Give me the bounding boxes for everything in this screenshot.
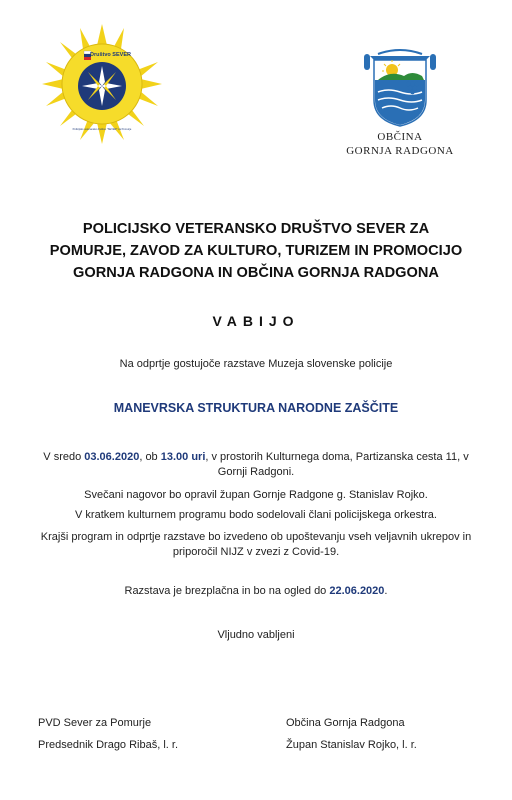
badge-text: Društvo SEVER xyxy=(90,52,131,58)
right-signature-org: Občina Gornja Radgona xyxy=(286,717,405,729)
details-paragraph-program: V kratkem kulturnem programu bodo sodelovali člani policijskega orkestra. xyxy=(75,509,437,521)
exhibit-end-date: 22.06.2020 xyxy=(329,585,385,597)
details-paragraph-date xyxy=(40,450,472,480)
heading-line-1: POLICIJSKO VETERANSKO DRUŠTVO SEVER ZA xyxy=(82,221,430,237)
left-signature-org: PVD Sever za Pomurje xyxy=(38,717,152,729)
details-paragraph-speech: Svečani nagovor bo opravil župan Gornje Radgone g. Stanislav Rojko. xyxy=(84,489,428,501)
details-paragraph-measures: Krajši program in odprtje razstave bo izvedeno ob upoštevanju vseh veljavnih ukrepov in priporočil NIJZ v zvezi z Covid-19. xyxy=(40,531,472,558)
details-p1-c: , v prostorih Kulturnega doma, Partizanska cesta 11, v Gornji Radgoni. xyxy=(205,451,469,478)
municipality-name-line1: OBČINA xyxy=(377,131,423,143)
badge-ring-text: Policijsko veteransko društvo "SEVER" za Pomurje xyxy=(72,128,132,131)
sun-badge-icon xyxy=(42,24,162,144)
municipal-crest-icon xyxy=(360,40,440,130)
pvd-sever-logo xyxy=(42,24,162,144)
exhibit-title: MANEVRSKA STRUKTURA NARODNE ZAŠČITE xyxy=(113,401,399,415)
invite-word: VABIJO xyxy=(212,313,300,329)
heading-line-2: POMURJE, ZAVOD ZA KULTURO, TURIZEM IN PROMOCIJO xyxy=(49,243,463,259)
details-p5-b: . xyxy=(384,585,388,597)
obcina-gornja-radgona-logo xyxy=(340,40,460,170)
details-p5-a: Razstava je brezplačna in bo na ogled do xyxy=(124,585,330,597)
municipality-name-line2: GORNJA RADGONA xyxy=(346,145,454,157)
event-date: 03.06.2020 xyxy=(84,451,140,463)
left-signature-person: Predsednik Drago Ribaš, l. r. xyxy=(38,739,179,751)
organizers-heading xyxy=(40,218,472,284)
details-p1-b: , ob xyxy=(139,451,161,463)
right-signature-person: Župan Stanislav Rojko, l. r. xyxy=(286,739,417,751)
intro-text: Na odprtje gostujoče razstave Muzeja slovenske policije xyxy=(119,358,393,370)
details-p1-a: V sredo xyxy=(43,451,85,463)
closing-text: Vljudno vabljeni xyxy=(217,629,295,641)
heading-line-3: GORNJA RADGONA IN OBČINA GORNJA RADGONA xyxy=(73,265,439,281)
event-time: 13.00 uri xyxy=(160,451,206,463)
details-paragraph-free xyxy=(40,584,472,599)
